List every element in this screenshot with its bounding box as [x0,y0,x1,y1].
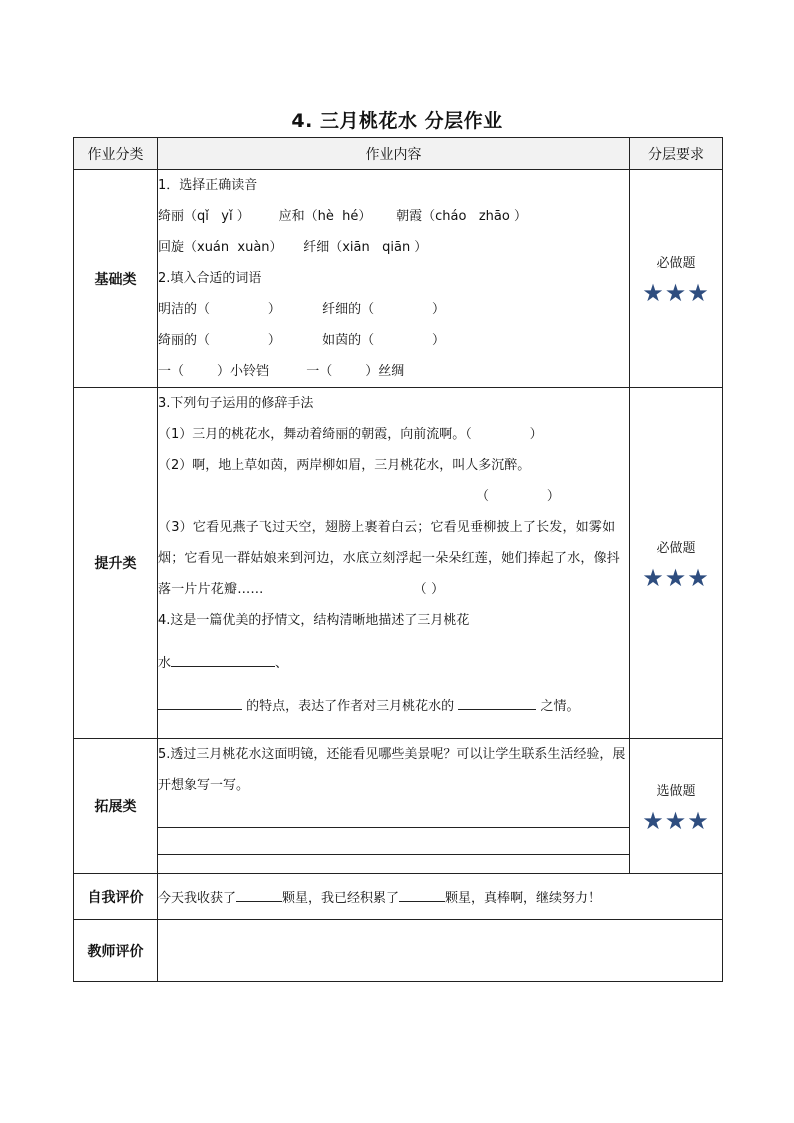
header-category: 作业分类 [74,138,158,170]
self-eval-text-c: 颗星，真棒啊，继续努力！ [445,891,602,906]
answer-line-1[interactable] [158,805,629,828]
content-teacher-eval[interactable] [158,920,723,982]
header-row [74,138,723,170]
category-self-eval: 自我评价 [74,874,158,920]
q4-blank1[interactable] [171,652,275,667]
q3-sentence2-blank: （ ） [476,489,560,504]
content-basic [158,170,630,388]
content-advanced [158,388,630,739]
requirement-basic [630,170,723,388]
q3-sentence3-wrap [158,512,629,605]
row-extension [74,739,723,874]
requirement-extension [630,739,723,874]
q4-blank2[interactable] [158,695,242,710]
star-rating-icon: ★★★ [642,563,710,592]
q4-line3 [158,691,629,722]
category-extension: 拓展类 [74,739,158,874]
category-teacher-eval: 教师评价 [74,920,158,982]
q4-end: 之情。 [540,699,580,714]
row-teacher-eval [74,920,723,982]
q3-heading: 3.下列句子运用的修辞手法 [158,396,314,411]
page-title: 4. 三月桃花水 分层作业 [291,110,503,132]
q4-middle: 的特点，表达了作者对三月桃花水的 [246,699,455,714]
self-eval-text-b: 颗星，我已经积累了 [282,891,400,906]
row-advanced [74,388,723,739]
q4-water: 水 [158,656,172,671]
q2-line3: 一（ ）小铃铛 一（ ）丝绸 [158,364,405,379]
q2-line2: 绮丽的（ ） 如茵的（ ） [158,333,446,348]
category-advanced: 提升类 [74,388,158,739]
q4-heading: 4.这是一篇优美的抒情文，结构清晰地描述了三月桃花 [158,613,470,628]
row-basic [74,170,723,388]
q4-line2 [158,648,629,679]
self-eval-text-a: 今天我收获了 [158,891,237,906]
star-rating-icon: ★★★ [642,806,710,835]
self-eval-blank2[interactable] [399,887,445,902]
requirement-extension-label: 选做题 [656,783,696,799]
q3-sentence3: （3）它看见燕子飞过天空，翅膀上裹着白云；它看见垂柳披上了长发，如雾如烟；它看见一群姑娘来到河边，水底立刻浮起一朵朵红莲，她们捧起了水，像抖落一片片花瓣…… [158,520,621,597]
q1-line2: 回旋（xuán xuàn） 纤细（xiān qiān ） [158,240,428,255]
q4-blank3[interactable] [458,695,536,710]
requirement-advanced-label: 必做题 [656,540,696,556]
content-self-eval [158,874,723,920]
content-extension [158,739,630,874]
homework-table [73,137,723,982]
self-eval-blank1[interactable] [236,887,282,902]
q1-line1: 绮丽（qǐ yǐ ） 应和（hè hé） 朝霞（cháo zhāo ） [158,209,527,224]
q4-separator: 、 [275,656,289,671]
header-requirement: 分层要求 [630,138,723,170]
q5-text: 5.透过三月桃花水这面明镜，还能看见哪些美景呢？可以让学生联系生活经验，展开想象写一写。 [158,747,626,793]
q1-heading: 1．选择正确读音 [158,178,258,193]
requirement-basic-label: 必做题 [656,256,696,271]
row-self-eval [74,874,723,920]
category-basic: 基础类 [74,170,158,388]
star-rating-icon: ★★★ [642,279,710,307]
q3-sentence2: （2）啊，地上草如茵，两岸柳如眉，三月桃花水，叫人多沉醉。 [158,458,531,473]
requirement-advanced [630,388,723,739]
header-content: 作业内容 [158,138,630,170]
answer-line-2[interactable] [158,832,629,855]
q2-heading: 2.填入合适的词语 [158,271,262,286]
q3-sentence1: （1）三月的桃花水，舞动着绮丽的朝霞，向前流啊。（ ） [158,427,543,442]
q3-sentence3-blank: （ ） [413,582,445,597]
q2-line1: 明洁的（ ） 纤细的（ ） [158,302,446,317]
